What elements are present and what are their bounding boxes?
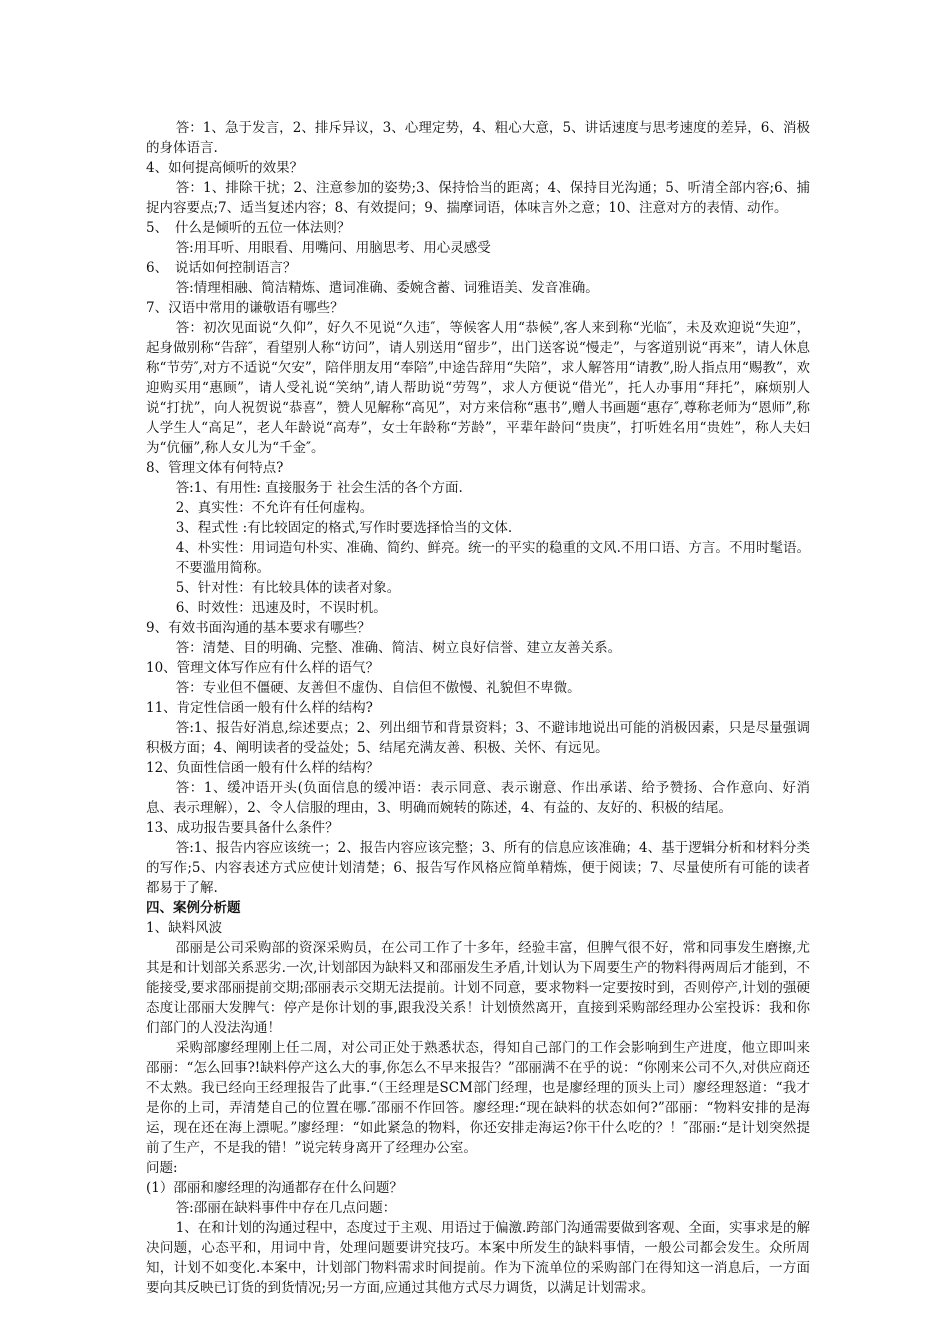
paragraph: 13、成功报告要具备什么条件？ [146,820,339,836]
paragraph: 1、缺料风波 [146,920,223,936]
paragraph: 答:情理相融、简洁精炼、遣词准确、委婉含蓄、词雅语美、发音准确。 [175,280,599,296]
paragraph: 答：1、排除干扰；2、注意参加的姿势;3、保持恰当的距离；4、保持目光沟通；5、听清全部内容;6、捕捉内容要点;7、适当复述内容；8、有效提问；9、揣摩词语，体味言外之意；10、注意对方的表情、动作。 [146,180,810,216]
paragraph: 11、肯定性信函一般有什么样的结构? [146,700,373,716]
paragraph: 答:1、有用性: 直接服务于 社会生活的各个方面. [175,480,463,496]
paragraph: 答:1、报告内容应该统一；2、报告内容应该完整；3、所有的信息应该准确；4、基于逻辑分析和材料分类的写作;5、内容表述方式应使计划清楚；6、报告写作风格应简单精炼，便于阅读；7、尽量使所有可能的读者都易于了解. [146,840,810,896]
paragraph: 答:用耳听、用眼看、用嘴问、用脑思考、用心灵感受 [175,240,491,256]
paragraph: 12、负面性信函一般有什么样的结构？ [146,760,380,776]
paragraph: 答：1、缓冲语开头(负面信息的缓冲语：表示同意、表示谢意、作出承诺、给予赞扬、合作意向、好消息、表示理解），2、令人信服的理由，3、明确而婉转的陈述，4、有益的、友好的、积极的结尾。 [146,780,810,816]
paragraph: 9、有效书面沟通的基本要求有哪些？ [146,620,371,636]
paragraph: 3、程式性 :有比较固定的格式,写作时要选择恰当的文体. [175,520,513,536]
section-heading: 四、案例分析题 [146,900,241,916]
paragraph: 7、汉语中常用的谦敬语有哪些？ [146,300,344,316]
paragraph: 6、时效性：迅速及时，不误时机。 [175,600,387,616]
paragraph: 5、 什么是倾听的五位一体法则？ [146,220,351,236]
paragraph: 答：专业但不僵硬、友善但不虚伪、自信但不傲慢、礼貌但不卑微。 [175,680,581,696]
paragraph: 2、真实性：不允许有任何虚构。 [175,500,374,516]
paragraph: (1）邵丽和廖经理的沟通都存在什么问题？ [146,1180,403,1196]
paragraph: 5、针对性：有比较具体的读者对象。 [175,580,401,596]
paragraph: 答:1、报告好消息,综述要点；2、列出细节和背景资料；3、不避讳地说出可能的消极因素，只是尽量强调积极方面；4、阐明读者的受益处；5、结尾充满友善、积极、关怀、有远见。 [146,720,810,756]
paragraph: 10、管理文体写作应有什么样的语气？ [146,660,380,676]
paragraph: 答:邵丽在缺料事件中存在几点问题： [175,1200,397,1216]
paragraph: 4、朴实性：用词造句朴实、准确、简约、鲜亮。统一的平实的稳重的文风.不用口语、方言。不用时髦语。不要滥用简称。 [175,540,810,576]
paragraph: 答：清楚、目的明确、完整、准确、简洁、树立良好信誉、建立友善关系。 [175,640,622,656]
paragraph: 采购部廖经理刚上任二周，对公司正处于熟悉状态，得知自己部门的工作会影响到生产进度，他立即叫来邵丽：“怎么回事?!缺料停产这么大的事,你怎么不早来报告？”邵丽满不在乎的说：“你刚来公司不久,对供应商还不太熟。我已经向王经理报告了此事.“（王经理是SCM部门经理，也是廖经理的顶头上司）廖经理怒道：“我才是你的上司，弄清楚自己的位置在哪.″邵丽不作回答。廖经理:“现在缺料的状态如何?”邵丽：“物料安排的是海运，现在还在海上漂呢。”廖经理：“如此紧急的物料，你还安排走海运?你干什么吃的？！″邵丽:“是计划突然提前了生产，不是我的错！”说完转身离开了经理办公室。 [146,1040,810,1156]
paragraph: 邵丽是公司采购部的资深采购员，在公司工作了十多年，经验丰富，但脾气很不好，常和同事发生磨擦,尤其是和计划部关系恶劣.一次,计划部因为缺料又和邵丽发生矛盾,计划认为下周要生产的物料得两周后才能到，不能接受,要求邵丽提前交期;邵丽表示交期无法提前。计划不同意，要求物料一定要按时到，否则停产,计划的强硬态度让邵丽大发脾气：停产是你计划的事,跟我没关系！计划愤然离开，直接到采购部经理办公室投诉：我和你们部门的人没法沟通！ [146,940,810,1036]
document-page [146,118,810,1298]
paragraph: 8、管理文体有何特点? [146,460,284,476]
paragraph: 问题: [146,1160,178,1176]
paragraph: 答：初次见面说“久仰”，好久不见说“久违″，等候客人用“恭候”,客人来到称“光临″，未及欢迎说“失迎”，起身做别称“告辞″，看望别人称“访问”，请人别送用“留步”，出门送客说“慢走”，与客道别说“再来”，请人休息称“节劳″,对方不适说“欠安”，陪伴朋友用“奉陪”,中途告辞用“失陪”，求人解答用“请教”,盼人指点用“赐教”，欢迎购买用“惠顾”，请人受礼说“笑纳”,请人帮助说“劳驾”，求人方便说“借光”，托人办事用“拜托”，麻烦别人说“打扰”，向人祝贺说“恭喜”，赞人见解称“高见”，对方来信称“惠书”,赠人书画题“惠存″,尊称老师为“恩师”,称人学生人“高足”，老人年龄说“高寿”，女士年龄称“芳龄”，平辈年龄问“贵庚”，打听姓名用“贵姓”，称人夫妇为“伉俪”,称人女儿为“千金″。 [146,320,810,456]
paragraph: 4、如何提高倾听的效果？ [146,160,304,176]
paragraph: 1、在和计划的沟通过程中，态度过于主观、用语过于偏激.跨部门沟通需要做到客观、全面，实事求是的解决问题，心态平和，用词中肯，处理问题要讲究技巧。本案中所发生的缺料事情，一般公司都会发生。众所周知，计划不如变化.本案中，计划部门物料需求时间提前。作为下流单位的采购部门在得知这一消息后，一方面要向其反映已订货的到货情况;另一方面,应通过其他方式尽力调货，以满足计划需求。 [146,1220,810,1296]
paragraph: 答：1、急于发言，2、排斥异议，3、心理定势，4、粗心大意，5、讲话速度与思考速度的差异，6、消极的身体语言. [146,120,810,156]
paragraph: 6、 说话如何控制语言？ [146,260,297,276]
